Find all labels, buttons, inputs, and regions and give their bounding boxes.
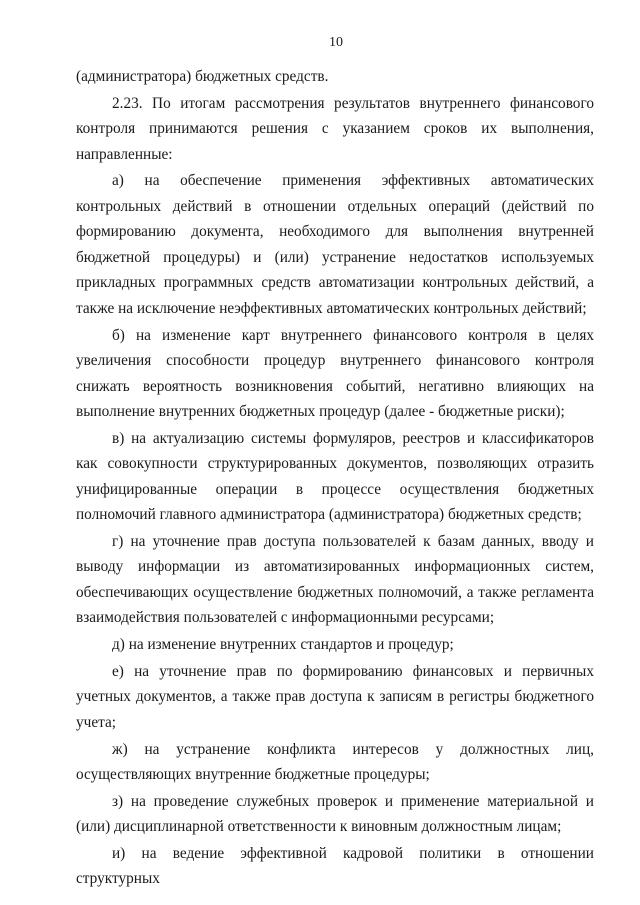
list-item-d: д) на изменение внутренних стандартов и процедур; xyxy=(112,636,454,654)
list-item-i: и) на ведение эффективной кадровой политики в отношении структурных xyxy=(76,844,594,888)
paragraph-2-23: 2.23. По итогам рассмотрения результатов внутреннего финансового контроля принимаются решения с указанием сроков их выполнения, направленные: xyxy=(76,94,594,163)
list-item-e: е) на уточнение прав по формированию финансовых и первичных учетных документов, а также прав доступа к записям в регистры бюджетного учета; xyxy=(76,662,594,731)
list-item-b: б) на изменение карт внутреннего финансового контроля в целях увеличения способности процедур внутреннего финансового контроля снижать вероятность возникновения событий, негативно влияющих на выполнение внутренних бюджетных процедур (далее - бюджетные риски); xyxy=(76,326,594,421)
list-item-zh: ж) на устранение конфликта интересов у должностных лиц, осуществляющих внутренние бюджетные процедуры; xyxy=(76,740,594,783)
list-item-v: в) на актуализацию системы формуляров, реестров и классификаторов как совокупности структурированных документов, позволяющих отразить унифицированные операции в процессе осуществления бюджетных полномочий главного администратора (администратора) бюджетных средств; xyxy=(76,429,594,524)
paragraph-continuation: (администратора) бюджетных средств. xyxy=(76,68,329,85)
list-item-z: з) на проведение служебных проверок и применение материальной и (или) дисциплинарной ответственности к виновным должностным лицам; xyxy=(76,792,594,836)
page-number: 10 xyxy=(329,35,343,50)
list-item-g: г) на уточнение прав доступа пользователей к базам данных, вводу и выводу информации из автоматизированных информационных систем, обеспечивающих осуществление бюджетных полномочий, а также регламента взаимодействия пользователей с информационными ресурсами; xyxy=(76,532,594,627)
list-item-a: а) на обеспечение применения эффективных автоматических контрольных действий в отношении отдельных операций (действий по формированию документа, необходимого для выполнения внутренней бюджетной процедуры) и (или) устранение недостатков используемых прикладных программных средств автоматизации контрольных действий, а также на исключение неэффективных автоматических контрольных действий; xyxy=(76,172,594,317)
document-body xyxy=(76,64,594,893)
